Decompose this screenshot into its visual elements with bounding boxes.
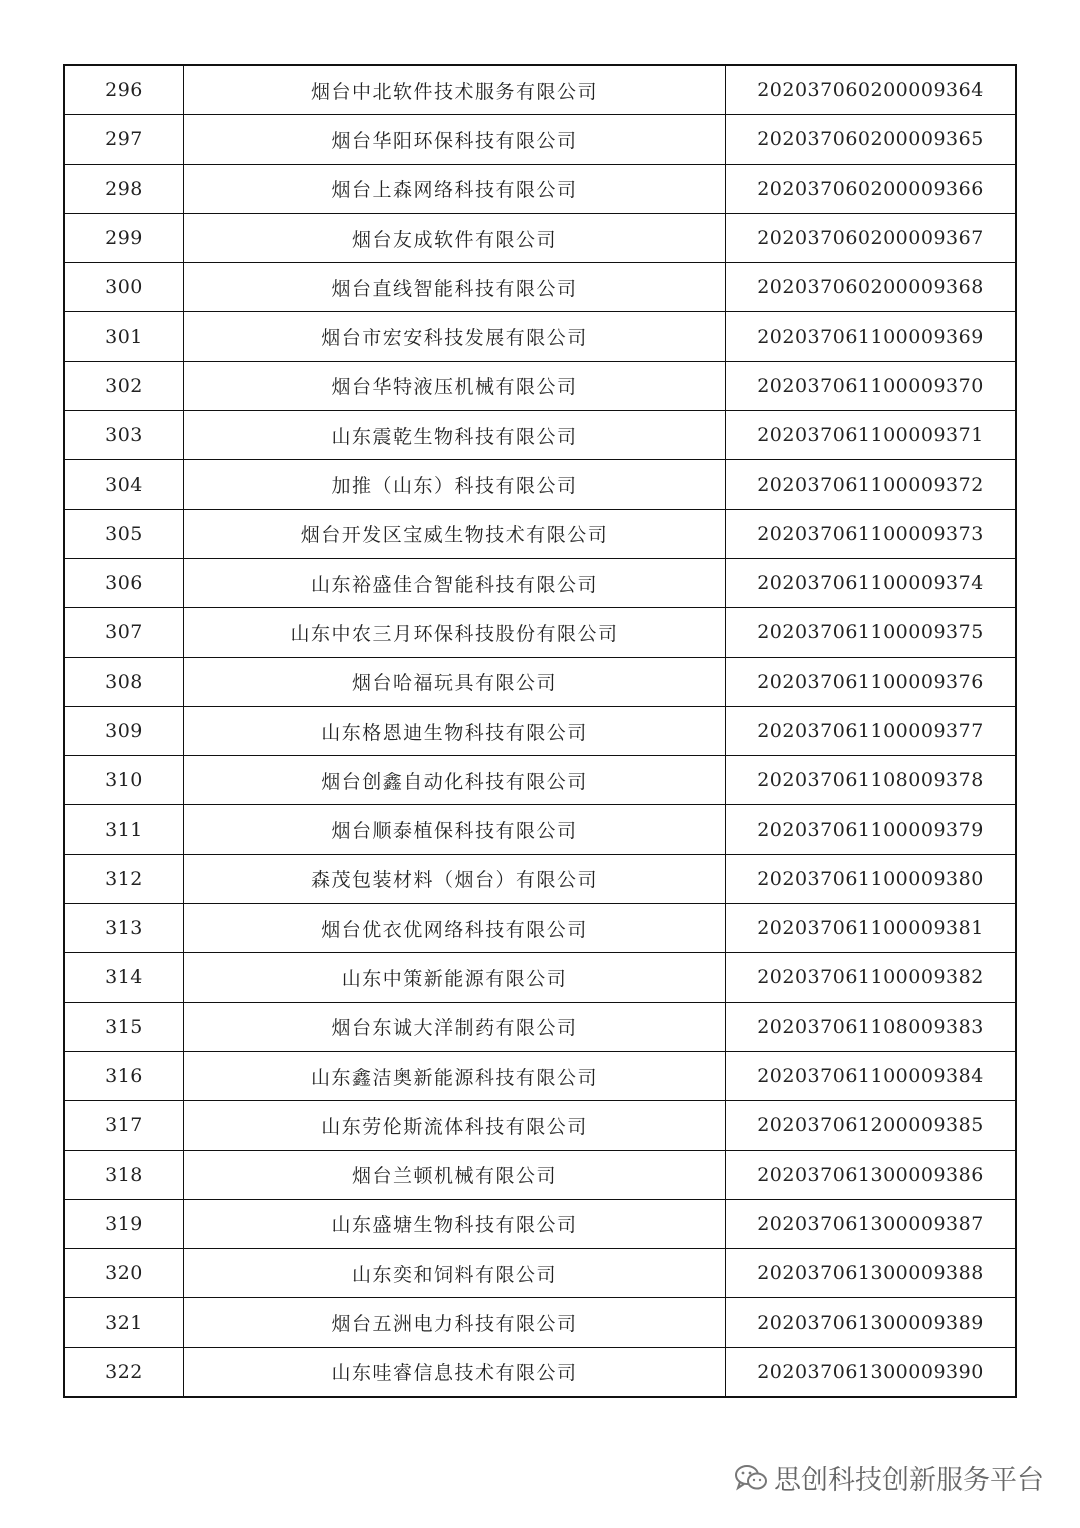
table-body bbox=[64, 65, 1016, 1397]
table-row bbox=[64, 65, 1016, 115]
row-number: 312 bbox=[64, 854, 184, 903]
registration-code: 202037061100009372 bbox=[726, 460, 1017, 509]
company-name: 山东鑫洁奥新能源科技有限公司 bbox=[184, 1051, 726, 1100]
table-row bbox=[64, 213, 1016, 262]
registration-code: 202037061100009377 bbox=[726, 706, 1017, 755]
row-number: 310 bbox=[64, 756, 184, 805]
company-name: 山东劳伦斯流体科技有限公司 bbox=[184, 1101, 726, 1150]
table-row bbox=[64, 1347, 1016, 1397]
table-row bbox=[64, 1051, 1016, 1100]
table-row bbox=[64, 361, 1016, 410]
registration-code: 202037061108009378 bbox=[726, 756, 1017, 805]
table-row bbox=[64, 263, 1016, 312]
row-number: 316 bbox=[64, 1051, 184, 1100]
company-name: 山东盛塘生物科技有限公司 bbox=[184, 1199, 726, 1248]
row-number: 297 bbox=[64, 115, 184, 164]
row-number: 317 bbox=[64, 1101, 184, 1150]
row-number: 321 bbox=[64, 1298, 184, 1347]
row-number: 306 bbox=[64, 558, 184, 607]
registration-code: 202037061108009383 bbox=[726, 1002, 1017, 1051]
table-row bbox=[64, 1249, 1016, 1298]
row-number: 298 bbox=[64, 164, 184, 213]
registration-code: 202037061100009375 bbox=[726, 608, 1017, 657]
company-name: 烟台东诚大洋制药有限公司 bbox=[184, 1002, 726, 1051]
row-number: 302 bbox=[64, 361, 184, 410]
company-name: 烟台华阳环保科技有限公司 bbox=[184, 115, 726, 164]
table-row bbox=[64, 1199, 1016, 1248]
registration-code: 202037061100009384 bbox=[726, 1051, 1017, 1100]
registration-code: 202037060200009367 bbox=[726, 213, 1017, 262]
row-number: 304 bbox=[64, 460, 184, 509]
company-name: 山东奕和饲料有限公司 bbox=[184, 1249, 726, 1298]
table-row bbox=[64, 706, 1016, 755]
registration-code: 202037060200009366 bbox=[726, 164, 1017, 213]
registration-code: 202037061300009389 bbox=[726, 1298, 1017, 1347]
company-name: 烟台市宏安科技发展有限公司 bbox=[184, 312, 726, 361]
registration-code: 202037061100009381 bbox=[726, 904, 1017, 953]
table-row bbox=[64, 756, 1016, 805]
row-number: 308 bbox=[64, 657, 184, 706]
registration-code: 202037061100009382 bbox=[726, 953, 1017, 1002]
company-name: 烟台五洲电力科技有限公司 bbox=[184, 1298, 726, 1347]
table-row bbox=[64, 509, 1016, 558]
registration-code: 202037060200009364 bbox=[726, 65, 1017, 115]
row-number: 315 bbox=[64, 1002, 184, 1051]
registration-code: 202037061100009369 bbox=[726, 312, 1017, 361]
table-row bbox=[64, 904, 1016, 953]
row-number: 296 bbox=[64, 65, 184, 115]
registration-code: 202037061100009371 bbox=[726, 411, 1017, 460]
registration-code: 202037061100009374 bbox=[726, 558, 1017, 607]
row-number: 300 bbox=[64, 263, 184, 312]
table-row bbox=[64, 558, 1016, 607]
row-number: 311 bbox=[64, 805, 184, 854]
table-row bbox=[64, 805, 1016, 854]
registration-code: 202037061300009388 bbox=[726, 1249, 1017, 1298]
company-name: 烟台开发区宝威生物技术有限公司 bbox=[184, 509, 726, 558]
watermark-text: 思创科技创新服务平台 bbox=[774, 1465, 1044, 1496]
wechat-icon bbox=[734, 1464, 768, 1492]
company-name: 山东中农三月环保科技股份有限公司 bbox=[184, 608, 726, 657]
registration-code: 202037061200009385 bbox=[726, 1101, 1017, 1150]
registration-code: 202037061100009376 bbox=[726, 657, 1017, 706]
registration-code: 202037061300009386 bbox=[726, 1150, 1017, 1199]
table-row bbox=[64, 1150, 1016, 1199]
registration-code: 202037061100009380 bbox=[726, 854, 1017, 903]
table-row bbox=[64, 1298, 1016, 1347]
row-number: 299 bbox=[64, 213, 184, 262]
row-number: 305 bbox=[64, 509, 184, 558]
company-table bbox=[63, 64, 1017, 1398]
table-row bbox=[64, 953, 1016, 1002]
row-number: 314 bbox=[64, 953, 184, 1002]
registration-code: 202037060200009365 bbox=[726, 115, 1017, 164]
row-number: 303 bbox=[64, 411, 184, 460]
table-row bbox=[64, 657, 1016, 706]
table-row bbox=[64, 854, 1016, 903]
table-row bbox=[64, 164, 1016, 213]
registration-code: 202037061300009390 bbox=[726, 1347, 1017, 1397]
company-name: 烟台上森网络科技有限公司 bbox=[184, 164, 726, 213]
registration-code: 202037061100009373 bbox=[726, 509, 1017, 558]
company-name: 加推（山东）科技有限公司 bbox=[184, 460, 726, 509]
table-row bbox=[64, 411, 1016, 460]
registration-code: 202037060200009368 bbox=[726, 263, 1017, 312]
company-name: 烟台直线智能科技有限公司 bbox=[184, 263, 726, 312]
company-name: 烟台华特液压机械有限公司 bbox=[184, 361, 726, 410]
table-row bbox=[64, 1101, 1016, 1150]
row-number: 319 bbox=[64, 1199, 184, 1248]
table-row bbox=[64, 115, 1016, 164]
row-number: 322 bbox=[64, 1347, 184, 1397]
row-number: 301 bbox=[64, 312, 184, 361]
company-name: 烟台友成软件有限公司 bbox=[184, 213, 726, 262]
company-name: 烟台顺泰植保科技有限公司 bbox=[184, 805, 726, 854]
watermark bbox=[734, 1458, 1044, 1497]
company-name: 烟台创鑫自动化科技有限公司 bbox=[184, 756, 726, 805]
row-number: 307 bbox=[64, 608, 184, 657]
company-name: 烟台兰顿机械有限公司 bbox=[184, 1150, 726, 1199]
table-row bbox=[64, 312, 1016, 361]
company-name: 山东裕盛佳合智能科技有限公司 bbox=[184, 558, 726, 607]
company-name: 山东震乾生物科技有限公司 bbox=[184, 411, 726, 460]
company-name: 山东哇睿信息技术有限公司 bbox=[184, 1347, 726, 1397]
row-number: 318 bbox=[64, 1150, 184, 1199]
company-name: 烟台优衣优网络科技有限公司 bbox=[184, 904, 726, 953]
row-number: 320 bbox=[64, 1249, 184, 1298]
registration-code: 202037061100009370 bbox=[726, 361, 1017, 410]
company-name: 烟台中北软件技术服务有限公司 bbox=[184, 65, 726, 115]
registration-code: 202037061100009379 bbox=[726, 805, 1017, 854]
company-name: 森茂包装材料（烟台）有限公司 bbox=[184, 854, 726, 903]
row-number: 309 bbox=[64, 706, 184, 755]
row-number: 313 bbox=[64, 904, 184, 953]
table-row bbox=[64, 460, 1016, 509]
company-name: 烟台哈福玩具有限公司 bbox=[184, 657, 726, 706]
table-row bbox=[64, 1002, 1016, 1051]
registration-code: 202037061300009387 bbox=[726, 1199, 1017, 1248]
company-name: 山东格恩迪生物科技有限公司 bbox=[184, 706, 726, 755]
table-row bbox=[64, 608, 1016, 657]
company-name: 山东中策新能源有限公司 bbox=[184, 953, 726, 1002]
